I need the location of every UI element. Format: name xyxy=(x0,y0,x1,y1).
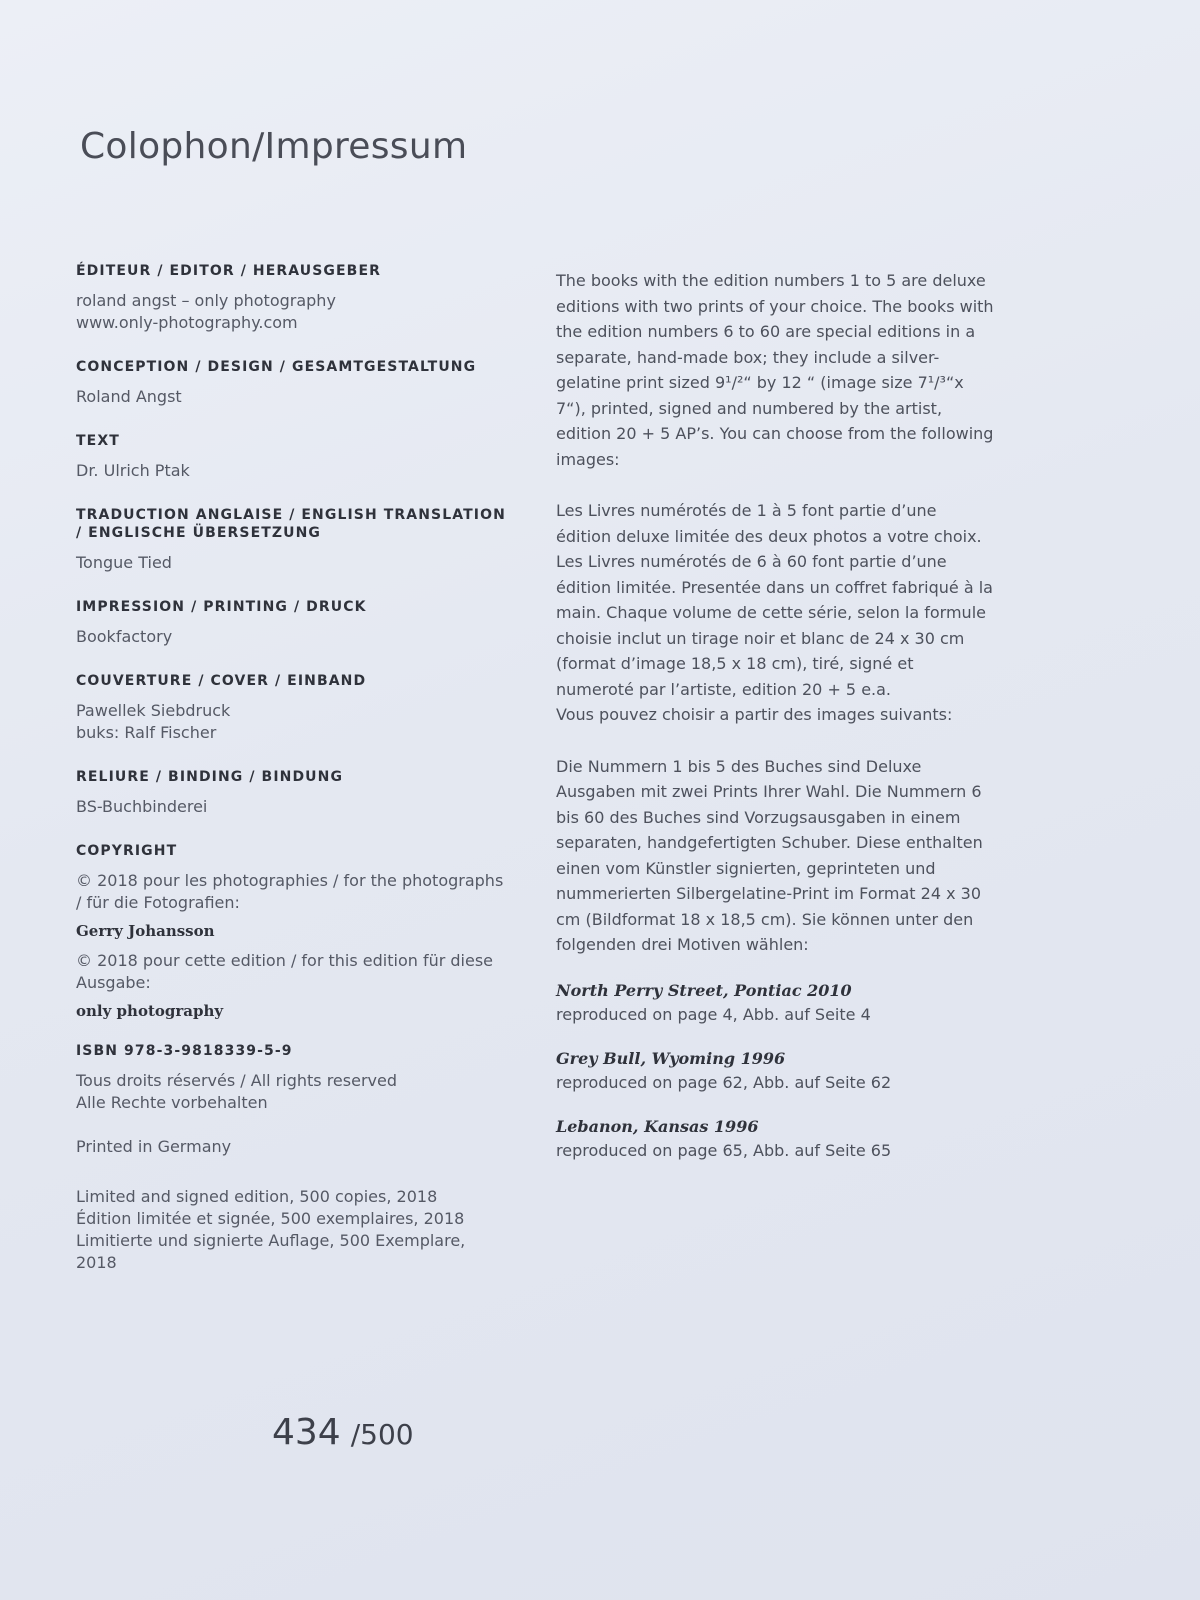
image-option xyxy=(556,1116,996,1162)
credit-heading: ÉDITEUR / EDITOR / HERAUSGEBER xyxy=(76,263,381,279)
copyright-heading: COPYRIGHT xyxy=(76,843,178,859)
image-title: North Perry Street, Pontiac 2010 xyxy=(556,980,852,1000)
credit-value: Pawellek Siebdruck xyxy=(76,701,231,720)
publisher-name: only photography xyxy=(76,1002,224,1020)
credit-value: Roland Angst xyxy=(76,387,182,406)
edition-text-german: Die Nummern 1 bis 5 des Buches sind Deluxe Ausgaben mit zwei Prints Ihrer Wahl. Die Nummern 6 bis 60 des Buches sind Vorzugsausgaben in einem separaten, handgefertigten Schuber. Diese enthalten einen vom Künstler signierten, geprinteten und nummerierten Silbergelatine-Print im Format 24 x 30 cm (Bildformat 18 x 18,5 cm). Sie können unter den folgenden drei Motiven wählen: xyxy=(556,756,983,954)
credit-heading: RELIURE / BINDING / BINDUNG xyxy=(76,769,344,785)
copy-number-total: /500 xyxy=(350,1418,414,1451)
limited-edition-line: Limited and signed edition, 500 copies, 2018 xyxy=(76,1187,438,1206)
credit-editor xyxy=(76,262,506,334)
image-option xyxy=(556,980,996,1026)
copyright-edition-line: © 2018 pour cette edition / for this edition für diese Ausgabe: xyxy=(76,951,494,992)
credit-value: Bookfactory xyxy=(76,627,173,646)
copyright-block xyxy=(76,842,506,1020)
image-title: Lebanon, Kansas 1996 xyxy=(556,1116,759,1136)
credit-value: BS-Buchbinderei xyxy=(76,797,208,816)
credit-heading: TRADUCTION ANGLAISE / ENGLISH TRANSLATION / ENGLISCHE ÜBERSETZUNG xyxy=(76,507,506,541)
photographer-name: Gerry Johansson xyxy=(76,922,215,940)
edition-text-french: Les Livres numérotés de 1 à 5 font partie d’une édition deluxe limitée des deux photos a votre choix. Les Livres numérotés de 6 à 60 font partie d’une édition limitée. Presentée dans un coffret fabriqué à la main. Chaque volume de cette série, selon la formule choisie inclut un tirage noir et blanc de 24 x 30 cm (format d’image 18,5 x 18 cm), tiré, signé et numeroté par l’artiste, edition 20 + 5 e.a. xyxy=(556,501,993,699)
limited-edition-line: Limitierte und signierte Auflage, 500 Exemplare, 2018 xyxy=(76,1231,466,1272)
image-reference: reproduced on page 65, Abb. auf Seite 65 xyxy=(556,1140,892,1160)
credit-value: Dr. Ulrich Ptak xyxy=(76,461,190,480)
rights-line: Tous droits réservés / All rights reserved xyxy=(76,1071,397,1090)
credits-column xyxy=(76,262,506,1274)
credit-value: www.only-photography.com xyxy=(76,313,298,332)
credit-heading: COUVERTURE / COVER / EINBAND xyxy=(76,673,367,689)
copy-number-value: 434 xyxy=(272,1412,341,1453)
printed-in-block xyxy=(76,1136,506,1158)
edition-info-column xyxy=(556,268,996,1162)
credit-value: buks: Ralf Fischer xyxy=(76,723,217,742)
page-title: Colophon/Impressum xyxy=(80,126,468,167)
printed-in: Printed in Germany xyxy=(76,1137,232,1156)
image-option xyxy=(556,1048,996,1094)
limited-edition-block xyxy=(76,1186,506,1274)
isbn-number: ISBN 978-3-9818339-5-9 xyxy=(76,1043,293,1059)
image-reference: reproduced on page 62, Abb. auf Seite 62 xyxy=(556,1072,892,1092)
credit-heading: TEXT xyxy=(76,433,120,449)
credit-heading: CONCEPTION / DESIGN / GESAMTGESTALTUNG xyxy=(76,359,477,375)
isbn-block xyxy=(76,1042,506,1114)
credit-text xyxy=(76,432,506,482)
image-title: Grey Bull, Wyoming 1996 xyxy=(556,1048,786,1068)
credit-binding xyxy=(76,768,506,818)
credit-design xyxy=(76,358,506,408)
credit-translation xyxy=(76,506,506,574)
limited-edition-line: Édition limitée et signée, 500 exemplaires, 2018 xyxy=(76,1209,465,1228)
copy-number xyxy=(272,1412,414,1453)
credit-printing xyxy=(76,598,506,648)
copyright-photos-line: © 2018 pour les photographies / for the photographs / für die Fotografien: xyxy=(76,871,504,912)
credit-cover xyxy=(76,672,506,744)
rights-line: Alle Rechte vorbehalten xyxy=(76,1093,268,1112)
edition-text-french-choose: Vous pouvez choisir a partir des images suivants: xyxy=(556,705,953,724)
credit-heading: IMPRESSION / PRINTING / DRUCK xyxy=(76,599,367,615)
image-reference: reproduced on page 4, Abb. auf Seite 4 xyxy=(556,1004,871,1024)
credit-value: Tongue Tied xyxy=(76,553,172,572)
credit-value: roland angst – only photography xyxy=(76,291,336,310)
edition-text-english: The books with the edition numbers 1 to 5 are deluxe editions with two prints of your choice. The books with the edition numbers 6 to 60 are special editions in a separate, hand-made box; they include a silver-gelatine print sized 9¹/²“ by 12 “ (image size 7¹/³“x 7“), printed, signed and numbered by the artist, edition 20 + 5 AP’s. You can choose from the following images: xyxy=(556,271,994,469)
